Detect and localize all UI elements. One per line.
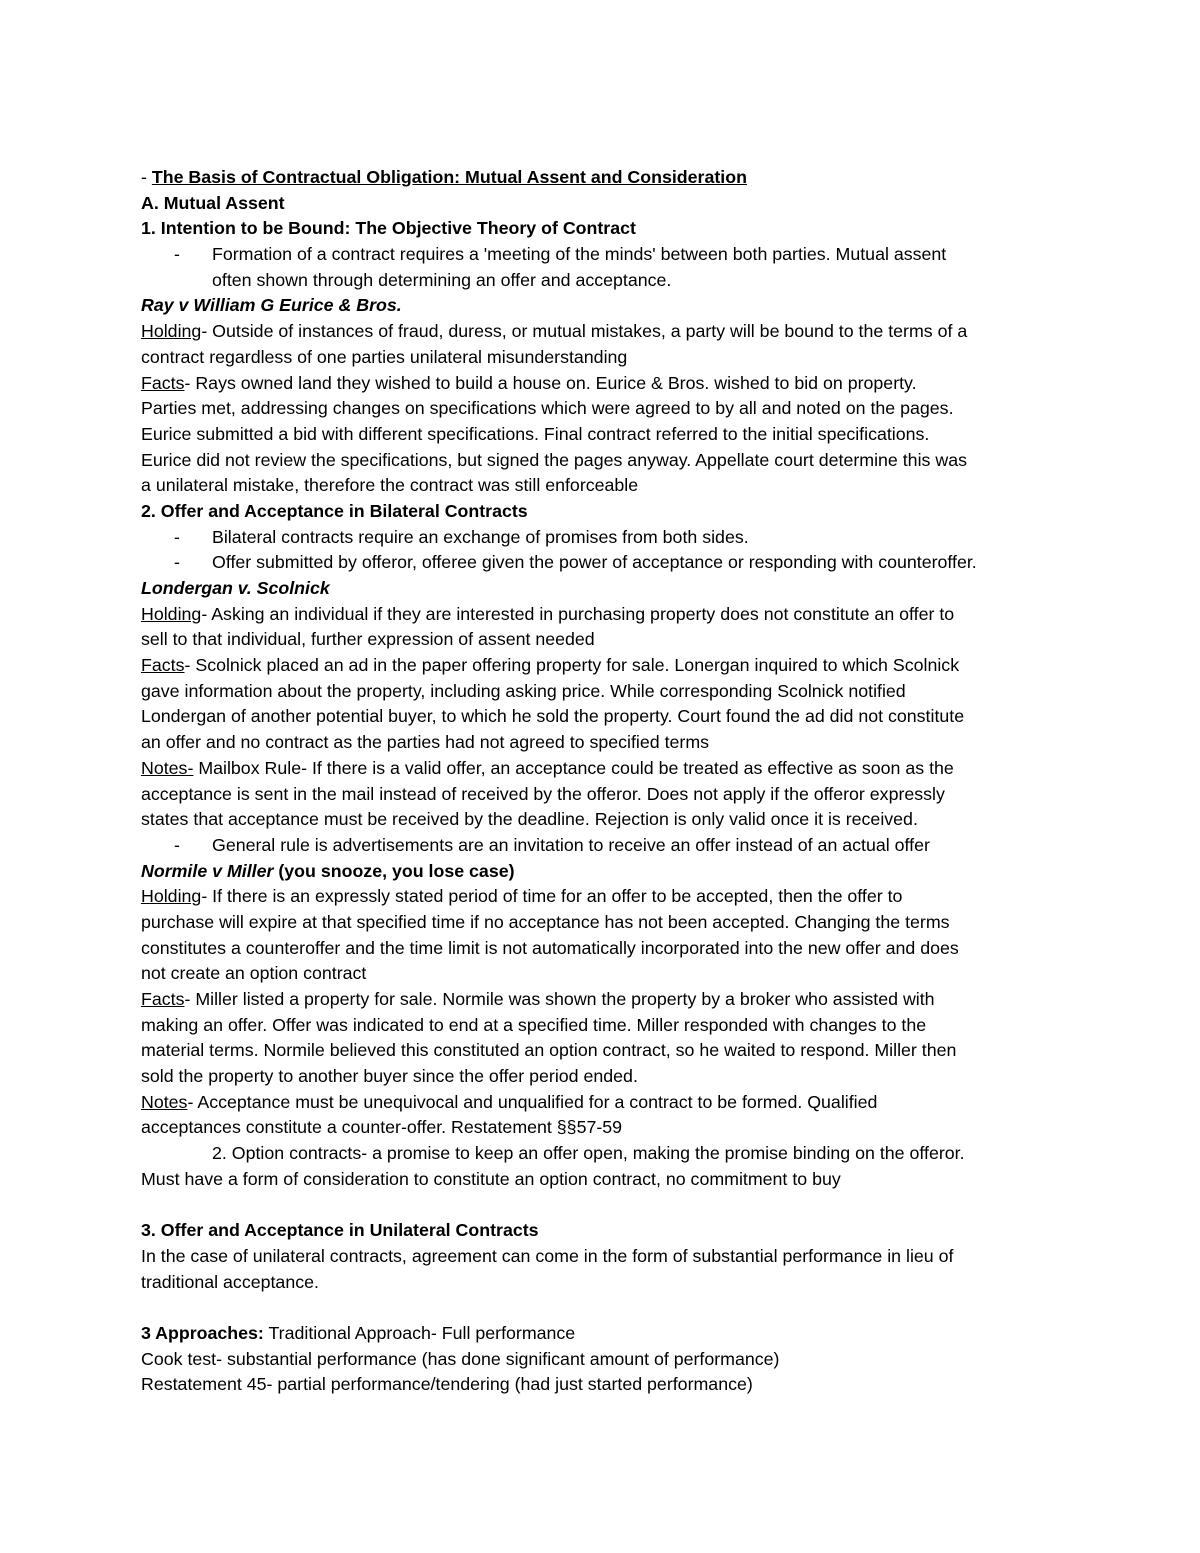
notes-label: Notes [141, 1091, 188, 1112]
case1-facts-line: Eurice submitted a bid with different specifications. Final contract referred to the initial specifications. [141, 423, 930, 444]
case2-facts: Facts- Scolnick placed an ad in the paper offering property for sale. Lonergan inquired to which Scolnick [141, 655, 960, 676]
notes-label: Notes- [141, 757, 194, 778]
case1-facts-line: Eurice did not review the specifications, but signed the pages anyway. Appellate court determine this was [141, 449, 967, 470]
case3-facts-line: material terms. Normile believed this constituted an option contract, so he waited to respond. Miller then [141, 1040, 957, 1061]
case3-facts-line: making an offer. Offer was indicated to end at a specified time. Miller responded with changes to the [141, 1014, 927, 1035]
approaches-label: 3 Approaches: [141, 1322, 264, 1343]
bullet-item: - General rule is advertisements are an invitation to receive an offer instead of an actual offer [141, 833, 1071, 859]
case2-facts-line: an offer and no contract as the parties had not agreed to specified terms [141, 732, 710, 753]
case3-holding: Holding- If there is an expressly stated period of time for an offer to be accepted, then the offer to [141, 886, 903, 907]
unilateral-text-line: traditional acceptance. [141, 1271, 319, 1292]
subsection-2-heading: 2. Offer and Acceptance in Bilateral Contracts [141, 500, 528, 521]
spacer [141, 1193, 1071, 1219]
option-contracts-line: 2. Option contracts- a promise to keep an offer open, making the promise binding on the offeror. [212, 1143, 965, 1164]
case2-facts-line: Londergan of another potential buyer, to which he sold the property. Court found the ad did not constitute [141, 706, 965, 727]
unilateral-text-line: In the case of unilateral contracts, agreement can come in the form of substantial performance in lieu of [141, 1245, 954, 1266]
option-contracts-line: Must have a form of consideration to constitute an option contract, no commitment to buy [141, 1168, 841, 1189]
case-name-londergan: Londergan v. Scolnick [141, 578, 330, 598]
document-page [141, 165, 1071, 1398]
case3-facts: Facts- Miller listed a property for sale. Normile was shown the property by a broker who assisted with [141, 989, 935, 1009]
bullet-dash: - [174, 552, 180, 573]
part-a-heading: A. Mutual Assent [141, 192, 285, 213]
bullet-continuation: often shown through determining an offer and acceptance. [212, 269, 672, 290]
bullet-dash: - [174, 526, 180, 547]
section-heading [141, 165, 1071, 191]
case-name-normile: Normile v Miller (you snooze, you lose case) [141, 860, 515, 881]
case3-notes: Notes- Acceptance must be unequivocal and unqualified for a contract to be formed. Qualified [141, 1091, 878, 1112]
approaches-line: 3 Approaches: Traditional Approach- Full performance [141, 1322, 576, 1343]
case2-notes-line: states that acceptance must be received by the deadline. Rejection is only valid once it is received. [141, 809, 918, 830]
case-subtitle: (you snooze, you lose case) [273, 860, 515, 881]
bullet-dash: - [174, 834, 180, 855]
case2-holding-line: sell to that individual, further expression of assent needed [141, 629, 595, 650]
case2-notes: Notes- Mailbox Rule- If there is a valid offer, an acceptance could be treated as effective as soon as the [141, 757, 954, 778]
section-dash: - [141, 167, 152, 187]
case1-holding-line: contract regardless of one parties unilateral misunderstanding [141, 346, 628, 367]
case1-facts: Facts- Rays owned land they wished to build a house on. Eurice & Bros. wished to bid on property. [141, 372, 917, 393]
case2-holding: Holding- Asking an individual if they are interested in purchasing property does not constitute an offer to [141, 603, 955, 624]
case1-facts-line: Parties met, addressing changes on specifications which were agreed to by all and noted on the pages. [141, 398, 954, 419]
case2-notes-line: acceptance is sent in the mail instead of received by the offeror. Does not apply if the offeror expressly [141, 783, 945, 804]
facts-label: Facts [141, 372, 185, 393]
bullet-item: - Formation of a contract requires a 'meeting of the minds' between both parties. Mutual assent [141, 242, 1071, 268]
holding-label: Holding [141, 321, 202, 342]
case3-holding-line: constitutes a counteroffer and the time limit is not automatically incorporated into the new offer and does [141, 937, 959, 958]
holding-label: Holding [141, 603, 202, 624]
approach-item: Cook test- substantial performance (has done significant amount of performance) [141, 1348, 780, 1369]
case3-facts-line: sold the property to another buyer since the offer period ended. [141, 1066, 638, 1087]
bullet-dash: - [174, 244, 180, 265]
case2-facts-line: gave information about the property, including asking price. While corresponding Scolnick notified [141, 680, 906, 701]
case1-facts-line: a unilateral mistake, therefore the contract was still enforceable [141, 475, 639, 496]
subsection-3-heading: 3. Offer and Acceptance in Unilateral Contracts [141, 1220, 539, 1241]
facts-label: Facts [141, 989, 185, 1009]
case3-holding-line: not create an option contract [141, 963, 367, 984]
subsection-1-heading: 1. Intention to be Bound: The Objective Theory of Contract [141, 218, 636, 239]
spacer [141, 1295, 1071, 1321]
bullet-item: - Offer submitted by offeror, offeree given the power of acceptance or responding with counteroffer. [141, 550, 1071, 576]
approach-item: Restatement 45- partial performance/tendering (had just started performance) [141, 1374, 753, 1395]
case-name-ray: Ray v William G Eurice & Bros. [141, 295, 402, 316]
facts-label: Facts [141, 655, 185, 676]
case1-holding: Holding- Outside of instances of fraud, duress, or mutual mistakes, a party will be bound to the terms of a [141, 321, 968, 342]
holding-label: Holding [141, 886, 202, 907]
case3-holding-line: purchase will expire at that specified time if no acceptance has not been accepted. Changing the terms [141, 911, 950, 932]
case3-notes-line: acceptances constitute a counter-offer. Restatement §§57-59 [141, 1117, 623, 1138]
section-title: The Basis of Contractual Obligation: Mutual Assent and Consideration [151, 167, 747, 187]
bullet-item: - Bilateral contracts require an exchange of promises from both sides. [141, 525, 1071, 551]
